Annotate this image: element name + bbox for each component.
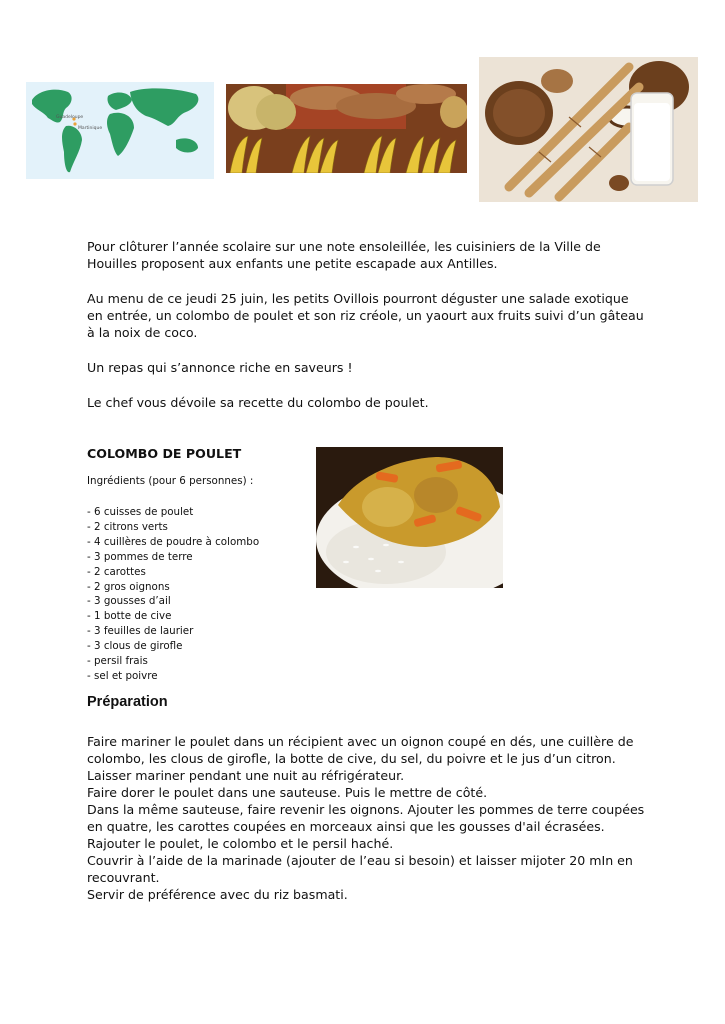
ingredient-item: - persil frais <box>87 655 148 668</box>
ingredient-item: - 1 botte de cive <box>87 610 172 623</box>
intro-paragraph-2: Au menu de ce jeudi 25 juin, les petits Ovillois pourront déguster une salade exotique en entrée, un colombo de poulet et son riz créole, un yaourt aux fruits suivi d’un gâteau à la noix de coco. <box>87 291 644 340</box>
intro-paragraph-3: Un repas qui s’annonce riche en saveurs ! <box>87 360 353 375</box>
world-map-drawing <box>26 82 214 179</box>
ingredient-item: - sel et poivre <box>87 669 158 682</box>
coconut-drawing <box>479 57 698 202</box>
ingredient-item: - 3 clous de girofle <box>87 640 183 653</box>
preparation-step-5: Couvrir à l’aide de la marinade (ajouter de l’eau si besoin) et laisser mijoter 20 mIn en recouvrant. <box>87 853 633 885</box>
ingredient-item: - 2 carottes <box>87 565 146 578</box>
martinique-marker <box>73 122 76 125</box>
preparation-step-4: Rajouter le poulet, le colombo et le persil haché. <box>87 836 394 851</box>
ingredients-label: Ingrédients (pour 6 personnes) : <box>87 475 254 487</box>
ingredient-item: - 3 feuilles de laurier <box>87 625 194 638</box>
world-map-image <box>26 82 214 179</box>
dish-drawing <box>316 447 503 588</box>
ingredient-item: - 3 gousses d’ail <box>87 595 171 608</box>
colombo-dish-image <box>316 447 503 588</box>
ingredient-item: - 4 cuillères de poudre à colombo <box>87 535 260 548</box>
preparation-step-1: Faire mariner le poulet dans un récipient avec un oignon coupé en dés, une cuillère de colombo, les clous de girofle, la botte de cive, du sel, du poivre et le jus d’un citron. Laisser mariner pendant une nuit au réfrigérateur. <box>87 734 634 783</box>
preparation-step-3: Dans la même sauteuse, faire revenir les oignons. Ajouter les pommes de terre coupées en quatre, les carottes coupées en morceaux ainsi que les gousses d'ail écrasées. <box>87 802 645 834</box>
coconut-milk-image <box>479 57 698 202</box>
preparation-text <box>87 733 647 903</box>
recipe-title: COLOMBO DE POULET <box>87 446 242 461</box>
intro-text <box>87 238 647 429</box>
produce-drawing <box>226 84 467 173</box>
ingredient-item: - 3 pommes de terre <box>87 550 193 563</box>
map-label-guadeloupe: Guadeloupe <box>56 115 84 120</box>
intro-paragraph-1: Pour clôturer l’année scolaire sur une note ensoleillée, les cuisiniers de la Ville de Houilles proposent aux enfants une petite escapade aux Antilles. <box>87 239 601 271</box>
preparation-step-2: Faire dorer le poulet dans une sauteuse. Puis le mettre de côté. <box>87 785 488 800</box>
preparation-title: Préparation <box>87 694 168 710</box>
ingredient-item: - 2 citrons verts <box>87 520 168 533</box>
ingredient-item: - 2 gros oignons <box>87 580 170 593</box>
tropical-produce-image <box>226 84 467 173</box>
ingredients-list <box>87 505 259 684</box>
ingredient-item: - 6 cuisses de poulet <box>87 506 194 518</box>
preparation-step-6: Servir de préférence avec du riz basmati. <box>87 887 348 902</box>
intro-paragraph-4: Le chef vous dévoile sa recette du colombo de poulet. <box>87 395 429 410</box>
map-label-martinique: Martinique <box>78 126 103 131</box>
